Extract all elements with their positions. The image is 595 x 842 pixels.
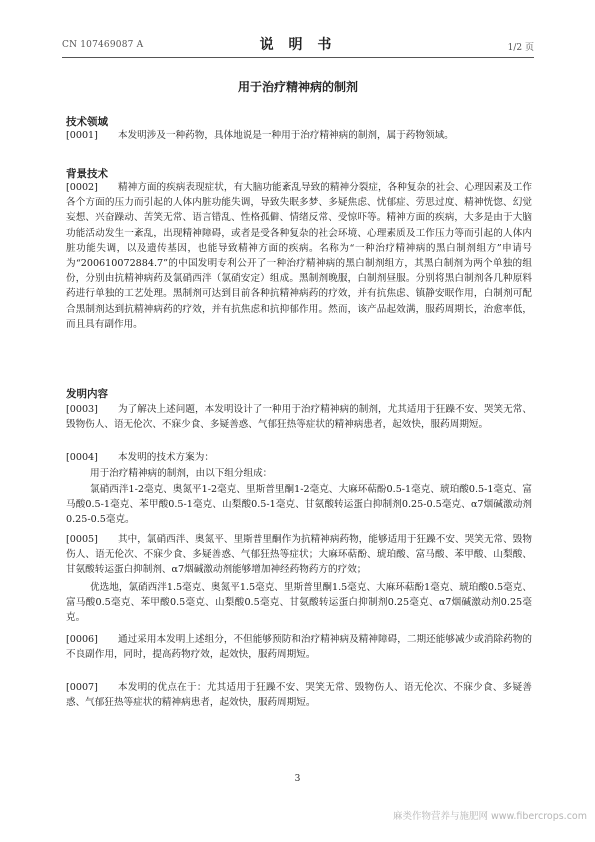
paragraph-0005-preferred: 优选地，氯硝西泮1.5毫克、奥氮平1.5毫克、里斯普里酮1.5毫克、大麻环萜酚1毫克、琥珀酸0.5毫克、富马酸0.5毫克、苯甲酸0.5毫克、山梨酸0.5毫克、甘氨酸转运蛋白抑制剂0.25毫克、α7烟碱激动剂0.25毫克。 — [66, 582, 532, 624]
paragraph-0005: [0005] 其中，氯硝西泮、奥氮平、里斯普里酮作为抗精神病药物，能够适用于狂躁不安、哭笑无常、毁物伤人、语无伦次、不寐少食、多疑善惑、气郁狂热等症状；大麻环萜酚、琥珀酸、富马酸、苯甲酸、山梨酸、甘氨酸转运蛋白抑制剂、α7烟碱激动剂能够增加神经药物药方的疗效； — [66, 534, 532, 576]
page-info: 1/2 页 — [507, 43, 534, 53]
paragraph-0004-composition-intro: 用于治疗精神病的制剂，由以下组分组成： — [90, 468, 273, 479]
paragraph-text: 其中，氯硝西泮、奥氮平、里斯普里酮作为抗精神病药物，能够适用于狂躁不安、哭笑无常、毁物伤人、语无伦次、不寐少食、多疑善惑、气郁狂热等症状；大麻环萜酚、琥珀酸、富马酸、苯甲酸、山梨酸、甘氨酸转运蛋白抑制剂、α7烟碱激动剂能够增加神经药物药方的疗效； — [66, 534, 532, 576]
paragraph-0004-composition: 氯硝西泮1-2毫克、奥氮平1-2毫克、里斯普里酮1-2毫克、大麻环萜酚0.5-1毫克、琥珀酸0.5-1毫克、富马酸0.5-1毫克、苯甲酸0.5-1毫克、山梨酸0.5-1毫克、甘氨酸转运蛋白抑制剂0.25-0.5毫克、α7烟碱激动剂0.25-0.5毫克。 — [66, 484, 532, 526]
watermark: 麻类作物营养与施肥网 www.fibercrops.com — [392, 811, 587, 822]
paragraph-0007: [0007] 本发明的优点在于：尤其适用于狂躁不安、哭笑无常、毁物伤人、语无伦次、不寐少食、多疑善惑、气郁狂热等症状的精神病患者，起效快，服药周期短。 — [66, 682, 532, 709]
paragraph-0006: [0006] 通过采用本发明上述组分，不但能够预防和治疗精神病及精神障碍，二期还能够减少或消除药物的不良副作用，同时，提高药物疗效，起效快，服药周期短。 — [66, 634, 532, 661]
publication-number: CN 107469087 A — [62, 40, 144, 50]
document-title: 用于治疗精神病的制剂 — [237, 80, 358, 94]
paragraph-text: 本发明的技术方案为： — [118, 452, 214, 463]
section-heading-invention: 发明内容 — [66, 388, 108, 400]
paragraph-text: 本发明的优点在于：尤其适用于狂躁不安、哭笑无常、毁物伤人、语无伦次、不寐少食、多疑善惑、气郁狂热等症状的精神病患者，起效快，服药周期短。 — [66, 682, 532, 709]
header-divider — [62, 57, 534, 58]
paragraph-text: 通过采用本发明上述组分，不但能够预防和治疗精神病及精神障碍，二期还能够减少或消除药物的不良副作用，同时，提高药物疗效，起效快，服药周期短。 — [66, 634, 532, 661]
page-header — [62, 34, 534, 54]
page-number: 3 — [294, 774, 301, 784]
section-heading-background: 背景技术 — [66, 168, 108, 180]
paragraph-0003: [0003] 为了解决上述问题，本发明设计了一种用于治疗精神病的制剂，尤其适用于狂躁不安、哭笑无常、毁物伤人、语无伦次、不寐少食、多疑善惑、气郁狂热等症状的精神病患者，起效快，服药周期短。 — [66, 404, 532, 431]
paragraph-text: 精神方面的疾病表现症状，有大脑功能紊乱导致的精神分裂症，各种复杂的社会、心理因素及工作各个方面的压力而引起的人体内脏功能失调，导致失眠多梦、多疑焦虑、忧郁症、劳思过度、精神恍惚、幻觉妄想、兴奋躁动、苦笑无常、语言错乱、性格孤僻、情绪反常、受惊吓等。精神方面的疾病，大多是由于大脑功能活动发生一紊乱，出现精神障碍，或者是受各种复杂的社会环境、心理素质及工作压力等而引起的人体内脏功能失调，以及遗传基因，也能导致精神方面的疾病。名称为“一种治疗精神病的黑白制剂组方”申请号为“200610072884.7”的中国发明专利公开了一种治疗精神病的黑白制剂组方，其黑白制剂为两个单独的组份，分别由抗精神病药及氯硝西泮（氯硝安定）组成。黑制剂晚服，白制剂昼服。分别将黑白制剂各几种原料药进行单独的工艺处理。黑制剂可达到目前各种抗精神病药的疗效，并有抗焦虑、镇静安眠作用，白制剂可配合黑制剂达到抗精神病药的疗效，并有抗焦虑和抗抑郁作用。然而，该产品起效满，服药周期长，治愈率低，而且具有副作用。 — [66, 182, 532, 330]
document-type: 说 明 书 — [259, 37, 337, 53]
section-heading-tech-field: 技术领域 — [66, 116, 108, 128]
paragraph-0001: [0001] 本发明涉及一种药物，具体地说是一种用于治疗精神病的制剂，属于药物领域。 — [66, 130, 454, 141]
paragraph-text: 本发明涉及一种药物，具体地说是一种用于治疗精神病的制剂，属于药物领域。 — [118, 130, 454, 141]
paragraph-0004: [0004] 本发明的技术方案为： — [66, 452, 214, 463]
paragraph-text: 为了解决上述问题，本发明设计了一种用于治疗精神病的制剂，尤其适用于狂躁不安、哭笑无常、毁物伤人、语无伦次、不寐少食、多疑善惑、气郁狂热等症状的精神病患者，起效快，服药周期短。 — [66, 404, 532, 431]
paragraph-0002: [0002] 精神方面的疾病表现症状，有大脑功能紊乱导致的精神分裂症，各种复杂的社会、心理因素及工作各个方面的压力而引起的人体内脏功能失调，导致失眠多梦、多疑焦虑、忧郁症、劳思过度、精神恍惚、幻觉妄想、兴奋躁动、苦笑无常、语言错乱、性格孤僻、情绪反常、受惊吓等。精神方面的疾病，大多是由于大脑功能活动发生一紊乱，出现精神障碍，或者是受各种复杂的社会环境、心理素质及工作压力等而引起的人体内脏功能失调，以及遗传基因，也能导致精神方面的疾病。名称为“一种治疗精神病的黑白制剂组方”申请号为“200610072884.7”的中国发明专利公开了一种治疗精神病的黑白制剂组方，其黑白制剂为两个单独的组份，分别由抗精神病药及氯硝西泮（氯硝安定）组成。黑制剂晚服，白制剂昼服。分别将黑白制剂各几种原料药进行单独的工艺处理。黑制剂可达到目前各种抗精神病药的疗效，并有抗焦虑、镇静安眠作用，白制剂可配合黑制剂达到抗精神病药的疗效，并有抗焦虑和抗抑郁作用。然而，该产品起效满，服药周期长，治愈率低，而且具有副作用。 — [66, 182, 532, 330]
